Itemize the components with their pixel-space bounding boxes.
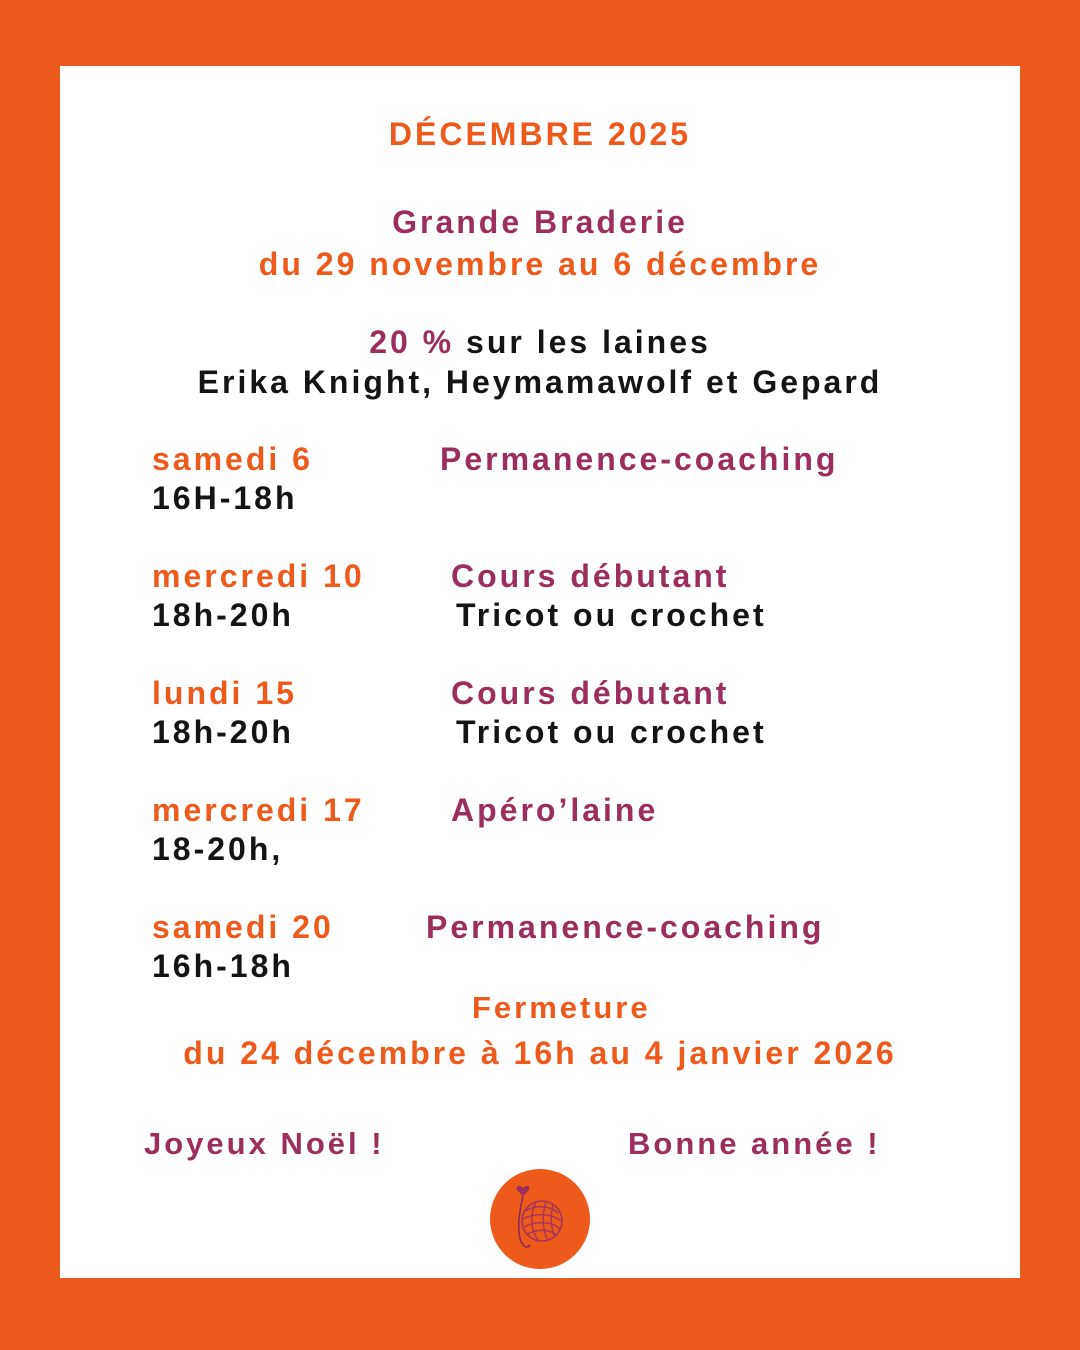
month-title: DÉCEMBRE 2025	[388, 116, 692, 152]
event-time: 16h-18h	[152, 948, 294, 984]
discount-line	[60, 326, 1020, 358]
braderie-title: Grande Braderie	[392, 204, 688, 240]
event-title: Cours débutant	[451, 675, 730, 711]
event-time: 18-20h,	[152, 831, 284, 867]
event-title: Permanence-coaching	[440, 441, 839, 477]
event-subtitle: Tricot ou crochet	[456, 597, 767, 633]
greeting-new-year: Bonne année !	[628, 1126, 881, 1161]
event-subtitle: Tricot ou crochet	[456, 714, 767, 750]
event-time: 18h-20h	[152, 714, 294, 750]
closure-dates: du 24 décembre à 16h au 4 janvier 2026	[183, 1035, 897, 1071]
event-time: 16H-18h	[152, 480, 298, 516]
brands-line: Erika Knight, Heymamawolf et Gepard	[197, 364, 883, 400]
poster-card	[60, 66, 1020, 1278]
event-day: samedi 6	[152, 441, 313, 477]
event-title: Apéro’laine	[451, 792, 659, 828]
event-day: lundi 15	[152, 675, 297, 711]
discount-percent: 20 %	[369, 324, 455, 360]
greeting-christmas: Joyeux Noël !	[144, 1126, 385, 1161]
event-title: Permanence-coaching	[426, 909, 825, 945]
closure-title: Fermeture	[472, 990, 651, 1025]
event-day: mercredi 17	[152, 792, 365, 828]
event-title: Cours débutant	[451, 558, 730, 594]
event-day: mercredi 10	[152, 558, 365, 594]
shop-logo	[490, 1169, 590, 1269]
yarn-ball-heart-icon	[490, 1169, 590, 1269]
event-day: samedi 20	[152, 909, 334, 945]
discount-text: sur les laines	[466, 324, 711, 360]
braderie-dates: du 29 novembre au 6 décembre	[258, 246, 822, 282]
event-time: 18h-20h	[152, 597, 294, 633]
